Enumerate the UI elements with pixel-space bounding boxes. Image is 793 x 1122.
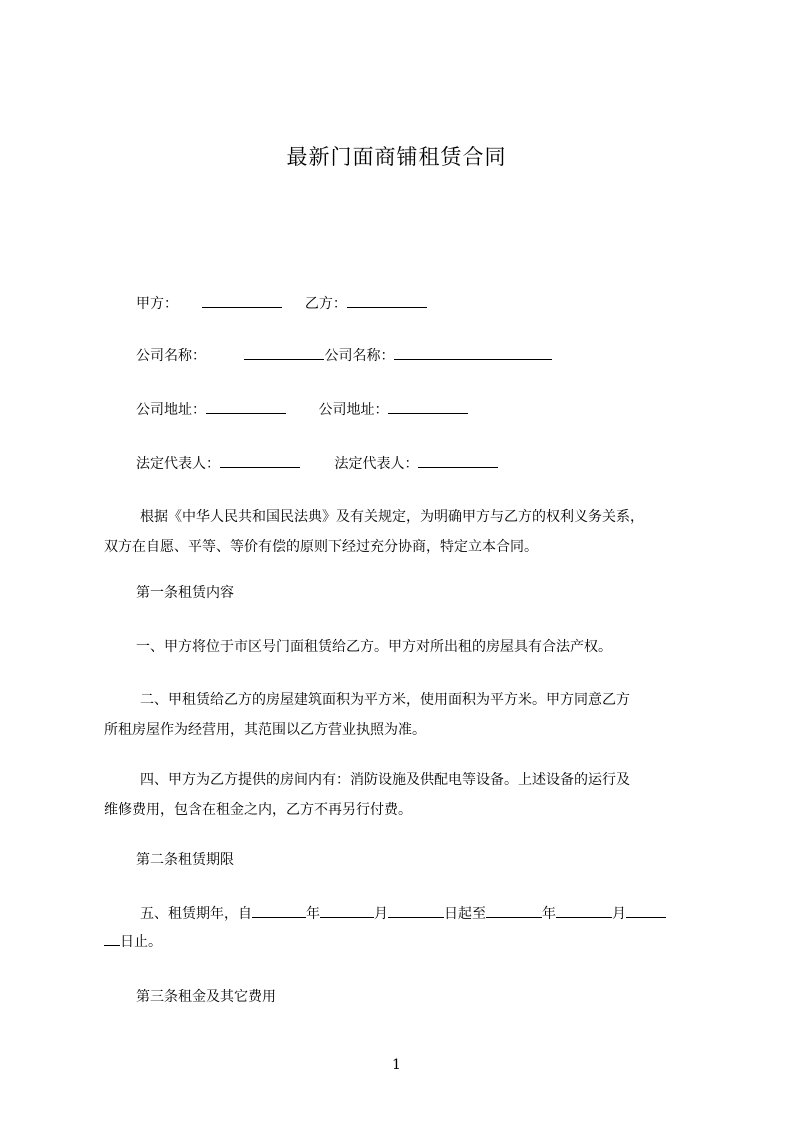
clause-5-year-2: 年 — [542, 906, 556, 922]
clause-5-month-1: 月 — [374, 906, 388, 922]
end-day-blank-part-2[interactable] — [104, 930, 120, 946]
page-number: 1 — [392, 1057, 401, 1073]
company-address-a-blank[interactable] — [206, 398, 286, 414]
start-year-blank[interactable] — [252, 902, 306, 918]
company-name-b-blank[interactable] — [394, 344, 552, 360]
clause-4-line-1: 四、甲方为乙方提供的房间内有：消防设施及供配电等设备。上述设备的运行及 — [140, 772, 630, 788]
clause-2-paragraph — [104, 685, 708, 745]
party-a-blank[interactable] — [202, 292, 282, 308]
legal-rep-a-label: 法定代表人： — [136, 456, 220, 472]
clause-5-month-2: 月 — [612, 906, 626, 922]
party-b-label: 乙方： — [304, 296, 347, 312]
preamble-paragraph — [104, 502, 708, 562]
company-name-b-label: 公司名称： — [324, 348, 395, 364]
party-line — [136, 292, 427, 314]
page-title: 最新门面商铺租赁合同 — [286, 145, 507, 169]
legal-rep-b-blank[interactable] — [418, 452, 498, 468]
article-1-heading: 第一条租赁内容 — [136, 585, 234, 601]
legal-rep-line — [136, 452, 498, 474]
party-b-blank[interactable] — [347, 292, 427, 308]
clause-5-prefix: 五、租赁期年，自 — [140, 906, 252, 922]
end-month-blank[interactable] — [556, 902, 612, 918]
clause-5-day-to: 日起至 — [444, 906, 486, 922]
preamble-line-1: 根据《中华人民共和国民法典》及有关规定，为明确甲方与乙方的权利义务关系， — [140, 509, 644, 525]
company-address-b-label: 公司地址： — [318, 402, 389, 418]
clause-4-line-2: 维修费用，包含在租金之内，乙方不再另行付费。 — [104, 802, 412, 818]
clause-5-line-1 — [140, 902, 666, 924]
party-a-label: 甲方： — [136, 296, 178, 312]
company-name-line — [136, 344, 552, 366]
preamble-line-2: 双方在自愿、平等、等价有偿的原则下经过充分协商，特定立本合同。 — [104, 539, 538, 555]
clause-2-line-2: 所租房屋作为经营用，其范围以乙方营业执照为准。 — [104, 722, 426, 738]
legal-rep-a-blank[interactable] — [220, 452, 300, 468]
clause-5-end: 日止。 — [120, 934, 162, 950]
company-name-a-label: 公司名称： — [136, 348, 206, 364]
end-day-blank-part-1[interactable] — [626, 902, 666, 918]
article-2-heading: 第二条租赁期限 — [136, 852, 234, 868]
clause-5-year-1: 年 — [306, 906, 320, 922]
company-address-line — [136, 398, 468, 420]
clause-4-paragraph — [104, 765, 708, 825]
end-year-blank[interactable] — [486, 902, 542, 918]
legal-rep-b-label: 法定代表人： — [334, 456, 419, 472]
clause-2-line-1: 二、甲租赁给乙方的房屋建筑面积为平方米，使用面积为平方米。甲方同意乙方 — [140, 692, 630, 708]
start-day-blank[interactable] — [388, 902, 444, 918]
company-address-a-label: 公司地址： — [136, 402, 206, 418]
company-address-b-blank[interactable] — [388, 398, 468, 414]
company-name-a-blank[interactable] — [244, 344, 324, 360]
clause-1: 一、甲方将位于市区号门面租赁给乙方。甲方对所出租的房屋具有合法产权。 — [136, 639, 612, 655]
start-month-blank[interactable] — [320, 902, 374, 918]
article-3-heading: 第三条租金及其它费用 — [136, 989, 276, 1005]
clause-5-line-2 — [104, 930, 162, 952]
